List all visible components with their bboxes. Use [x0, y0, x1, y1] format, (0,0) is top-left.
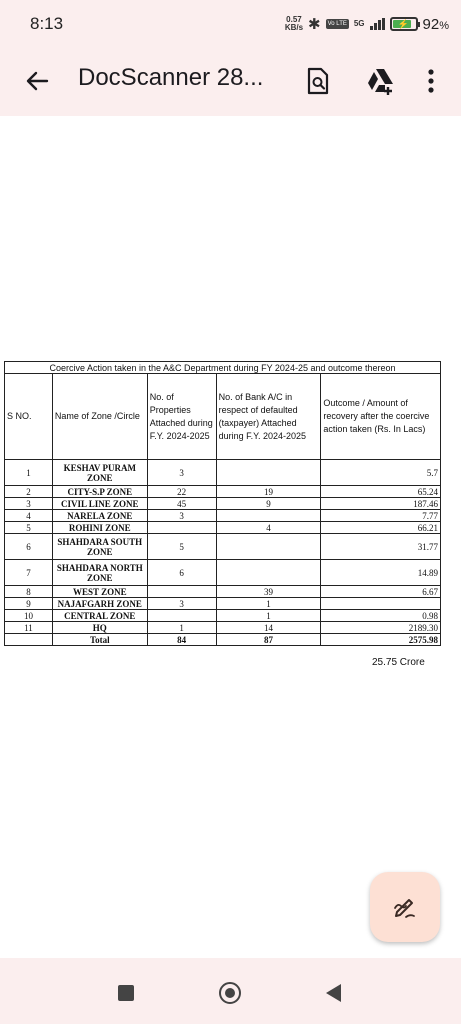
cell-properties: 3: [147, 598, 216, 610]
document-viewer[interactable]: [0, 116, 461, 956]
total-outcome: 2575.98: [321, 634, 441, 646]
cell-bank: [216, 534, 321, 560]
cell-bank: [216, 560, 321, 586]
cell-sno: 4: [5, 510, 53, 522]
table-row: [5, 510, 441, 522]
more-vertical-icon[interactable]: [424, 68, 438, 94]
cell-outcome: 65.24: [321, 486, 441, 498]
battery-icon: ⚡: [390, 17, 418, 31]
battery-percent: 92%: [422, 15, 449, 33]
network-speed: [285, 16, 303, 32]
network-type: 5G: [353, 19, 365, 28]
crore-note: 25.75 Crore: [372, 657, 425, 668]
cell-bank: 9: [216, 498, 321, 510]
table-row: [5, 586, 441, 598]
cell-zone: SHAHDARA NORTH ZONE: [52, 560, 147, 586]
document-title: DocScanner 28...: [78, 64, 264, 91]
cell-zone: SHAHDARA SOUTH ZONE: [52, 534, 147, 560]
cell-sno: 11: [5, 622, 53, 634]
table-row: [5, 560, 441, 586]
cell-bank: 19: [216, 486, 321, 498]
cell-properties: [147, 586, 216, 598]
cell-sno: 9: [5, 598, 53, 610]
cell-zone: KESHAV PURAM ZONE: [52, 460, 147, 486]
cell-sno: 1: [5, 460, 53, 486]
cell-properties: 22: [147, 486, 216, 498]
nav-back-icon[interactable]: [326, 984, 341, 1002]
cell-bank: 1: [216, 610, 321, 622]
table-row: [5, 534, 441, 560]
network-speed-unit: KB/s: [284, 23, 304, 32]
cell-bank: [216, 460, 321, 486]
cell-zone: ROHINI ZONE: [52, 522, 147, 534]
total-properties: 84: [147, 634, 216, 646]
cell-properties: 3: [147, 510, 216, 522]
app-bar: [0, 50, 461, 116]
edit-signature-icon: [392, 894, 418, 920]
cell-zone: CITY-S.P ZONE: [52, 486, 147, 498]
cell-zone: NARELA ZONE: [52, 510, 147, 522]
cell-outcome: 31.77: [321, 534, 441, 560]
table-row: [5, 610, 441, 622]
cell-properties: 5: [147, 534, 216, 560]
cell-outcome: 0.98: [321, 610, 441, 622]
cell-bank: [216, 510, 321, 522]
cell-properties: 3: [147, 460, 216, 486]
add-to-drive-icon[interactable]: [366, 66, 396, 96]
cell-properties: 1: [147, 622, 216, 634]
header-outcome: Outcome / Amount of recovery after the coercive action taken (Rs. In Lacs): [321, 374, 441, 460]
cell-bank: 1: [216, 598, 321, 610]
cell-zone: NAJAFGARH ZONE: [52, 598, 147, 610]
cell-properties: [147, 522, 216, 534]
header-zone: Name of Zone /Circle: [52, 374, 147, 460]
home-icon[interactable]: [219, 982, 241, 1004]
status-bar: [0, 0, 461, 50]
cell-properties: 45: [147, 498, 216, 510]
cell-outcome: 187.46: [321, 498, 441, 510]
table-row: [5, 460, 441, 486]
cell-outcome: 6.67: [321, 586, 441, 598]
table-row: [5, 622, 441, 634]
status-time: 8:13: [30, 14, 64, 33]
cell-sno: 10: [5, 610, 53, 622]
recents-icon[interactable]: [118, 985, 134, 1001]
cell-sno: 6: [5, 534, 53, 560]
document-scan-icon[interactable]: [306, 67, 330, 95]
cell-zone: CIVIL LINE ZONE: [52, 498, 147, 510]
cell-zone: HQ: [52, 622, 147, 634]
table-row: [5, 498, 441, 510]
system-nav-bar: [0, 958, 461, 1024]
cell-properties: 6: [147, 560, 216, 586]
cell-zone: CENTRAL ZONE: [52, 610, 147, 622]
cell-outcome: 66.21: [321, 522, 441, 534]
cell-outcome: 14.89: [321, 560, 441, 586]
volte-badge: Vo LTE: [327, 21, 347, 27]
cell-sno: 3: [5, 498, 53, 510]
cell-outcome: 7.77: [321, 510, 441, 522]
header-properties: No. of Properties Attached during F.Y. 2024-2025: [147, 374, 216, 460]
total-row: [5, 634, 441, 646]
cell-sno: 7: [5, 560, 53, 586]
cell-outcome: 5.7: [321, 460, 441, 486]
cell-bank: 14: [216, 622, 321, 634]
total-label: Total: [52, 634, 147, 646]
table-row: [5, 486, 441, 498]
total-bank: 87: [216, 634, 321, 646]
cell-outcome: [321, 598, 441, 610]
header-sno: S NO.: [5, 374, 53, 460]
status-icons: [285, 12, 449, 36]
cell-properties: [147, 610, 216, 622]
cell-bank: 4: [216, 522, 321, 534]
cell-sno: 2: [5, 486, 53, 498]
arrow-left-icon[interactable]: [22, 66, 52, 96]
table-header-row: [5, 374, 441, 460]
bluetooth-icon: ✱: [308, 16, 321, 33]
header-bank: No. of Bank A/C in respect of defaulted (taxpayer) Attached during F.Y. 2024-2025: [216, 374, 321, 460]
table-caption: Coercive Action taken in the A&C Department during FY 2024-25 and outcome thereon: [5, 362, 441, 374]
cell-sno: 5: [5, 522, 53, 534]
cell-sno: 8: [5, 586, 53, 598]
cell-zone: WEST ZONE: [52, 586, 147, 598]
cell-bank: 39: [216, 586, 321, 598]
cell-outcome: 2189.30: [321, 622, 441, 634]
signal-icon: [370, 18, 385, 30]
scanned-table: [4, 361, 441, 646]
network-speed-value: 0.57: [286, 15, 302, 24]
table-row: [5, 598, 441, 610]
table-row: [5, 522, 441, 534]
sign-fab[interactable]: [370, 872, 440, 942]
